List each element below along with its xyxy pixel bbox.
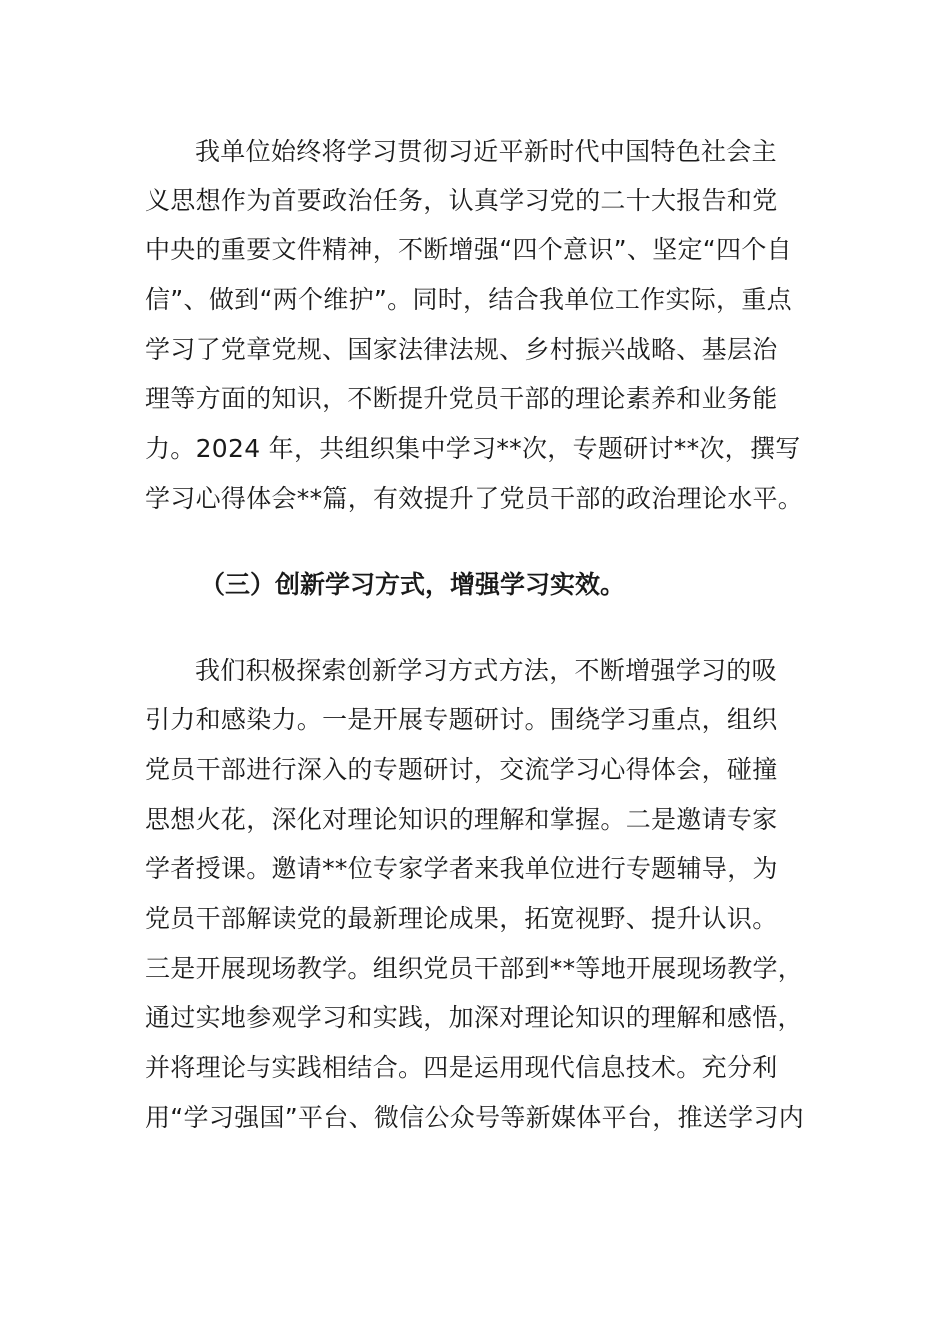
paragraph1-line-4: 信”、做到“两个维护”。同时，结合我单位工作实际，重点 xyxy=(145,285,792,314)
paragraph1-line-2: 义思想作为首要政治任务，认真学习党的二十大报告和党 xyxy=(145,186,778,215)
paragraph2-line-3: 党员干部进行深入的专题研讨，交流学习心得体会，碰撞 xyxy=(145,755,778,784)
paragraph1-line-8: 学习心得体会**篇，有效提升了党员干部的政治理论水平。 xyxy=(145,484,804,513)
paragraph2-line-5: 学者授课。邀请**位专家学者来我单位进行专题辅导，为 xyxy=(145,854,778,883)
paragraph2-line-7: 三是开展现场教学。组织党员干部到**等地开展现场教学， xyxy=(145,954,804,983)
paragraph1-line-5: 学习了党章党规、国家法律法规、乡村振兴战略、基层治 xyxy=(145,335,778,364)
paragraph1-line-3: 中央的重要文件精神，不断增强“四个意识”、坚定“四个自 xyxy=(145,235,792,264)
paragraph2-line-10: 用“学习强国”平台、微信公众号等新媒体平台，推送学习内 xyxy=(145,1103,805,1132)
paragraph1-line-1: 我单位始终将学习贯彻习近平新时代中国特色社会主 xyxy=(195,137,777,166)
paragraph2-line-4: 思想火花，深化对理论知识的理解和掌握。二是邀请专家 xyxy=(145,805,778,834)
paragraph2-line-9: 并将理论与实践相结合。四是运用现代信息技术。充分利 xyxy=(145,1053,778,1082)
paragraph2-line-6: 党员干部解读党的最新理论成果，拓宽视野、提升认识。 xyxy=(145,904,778,933)
paragraph2-line-8: 通过实地参观学习和实践，加深对理论知识的理解和感悟， xyxy=(145,1003,803,1032)
paragraph1-line-6: 理等方面的知识，不断提升党员干部的理论素养和业务能 xyxy=(145,384,778,413)
paragraph2-line-2: 引力和感染力。一是开展专题研讨。围绕学习重点，组织 xyxy=(145,705,778,734)
paragraph1-line-7: 力。2024 年，共组织集中学习**次，专题研讨**次，撰写 xyxy=(145,434,801,463)
section-heading: （三）创新学习方式，增强学习实效。 xyxy=(200,570,626,599)
paragraph2-line-1: 我们积极探索创新学习方式方法，不断增强学习的吸 xyxy=(195,656,777,685)
